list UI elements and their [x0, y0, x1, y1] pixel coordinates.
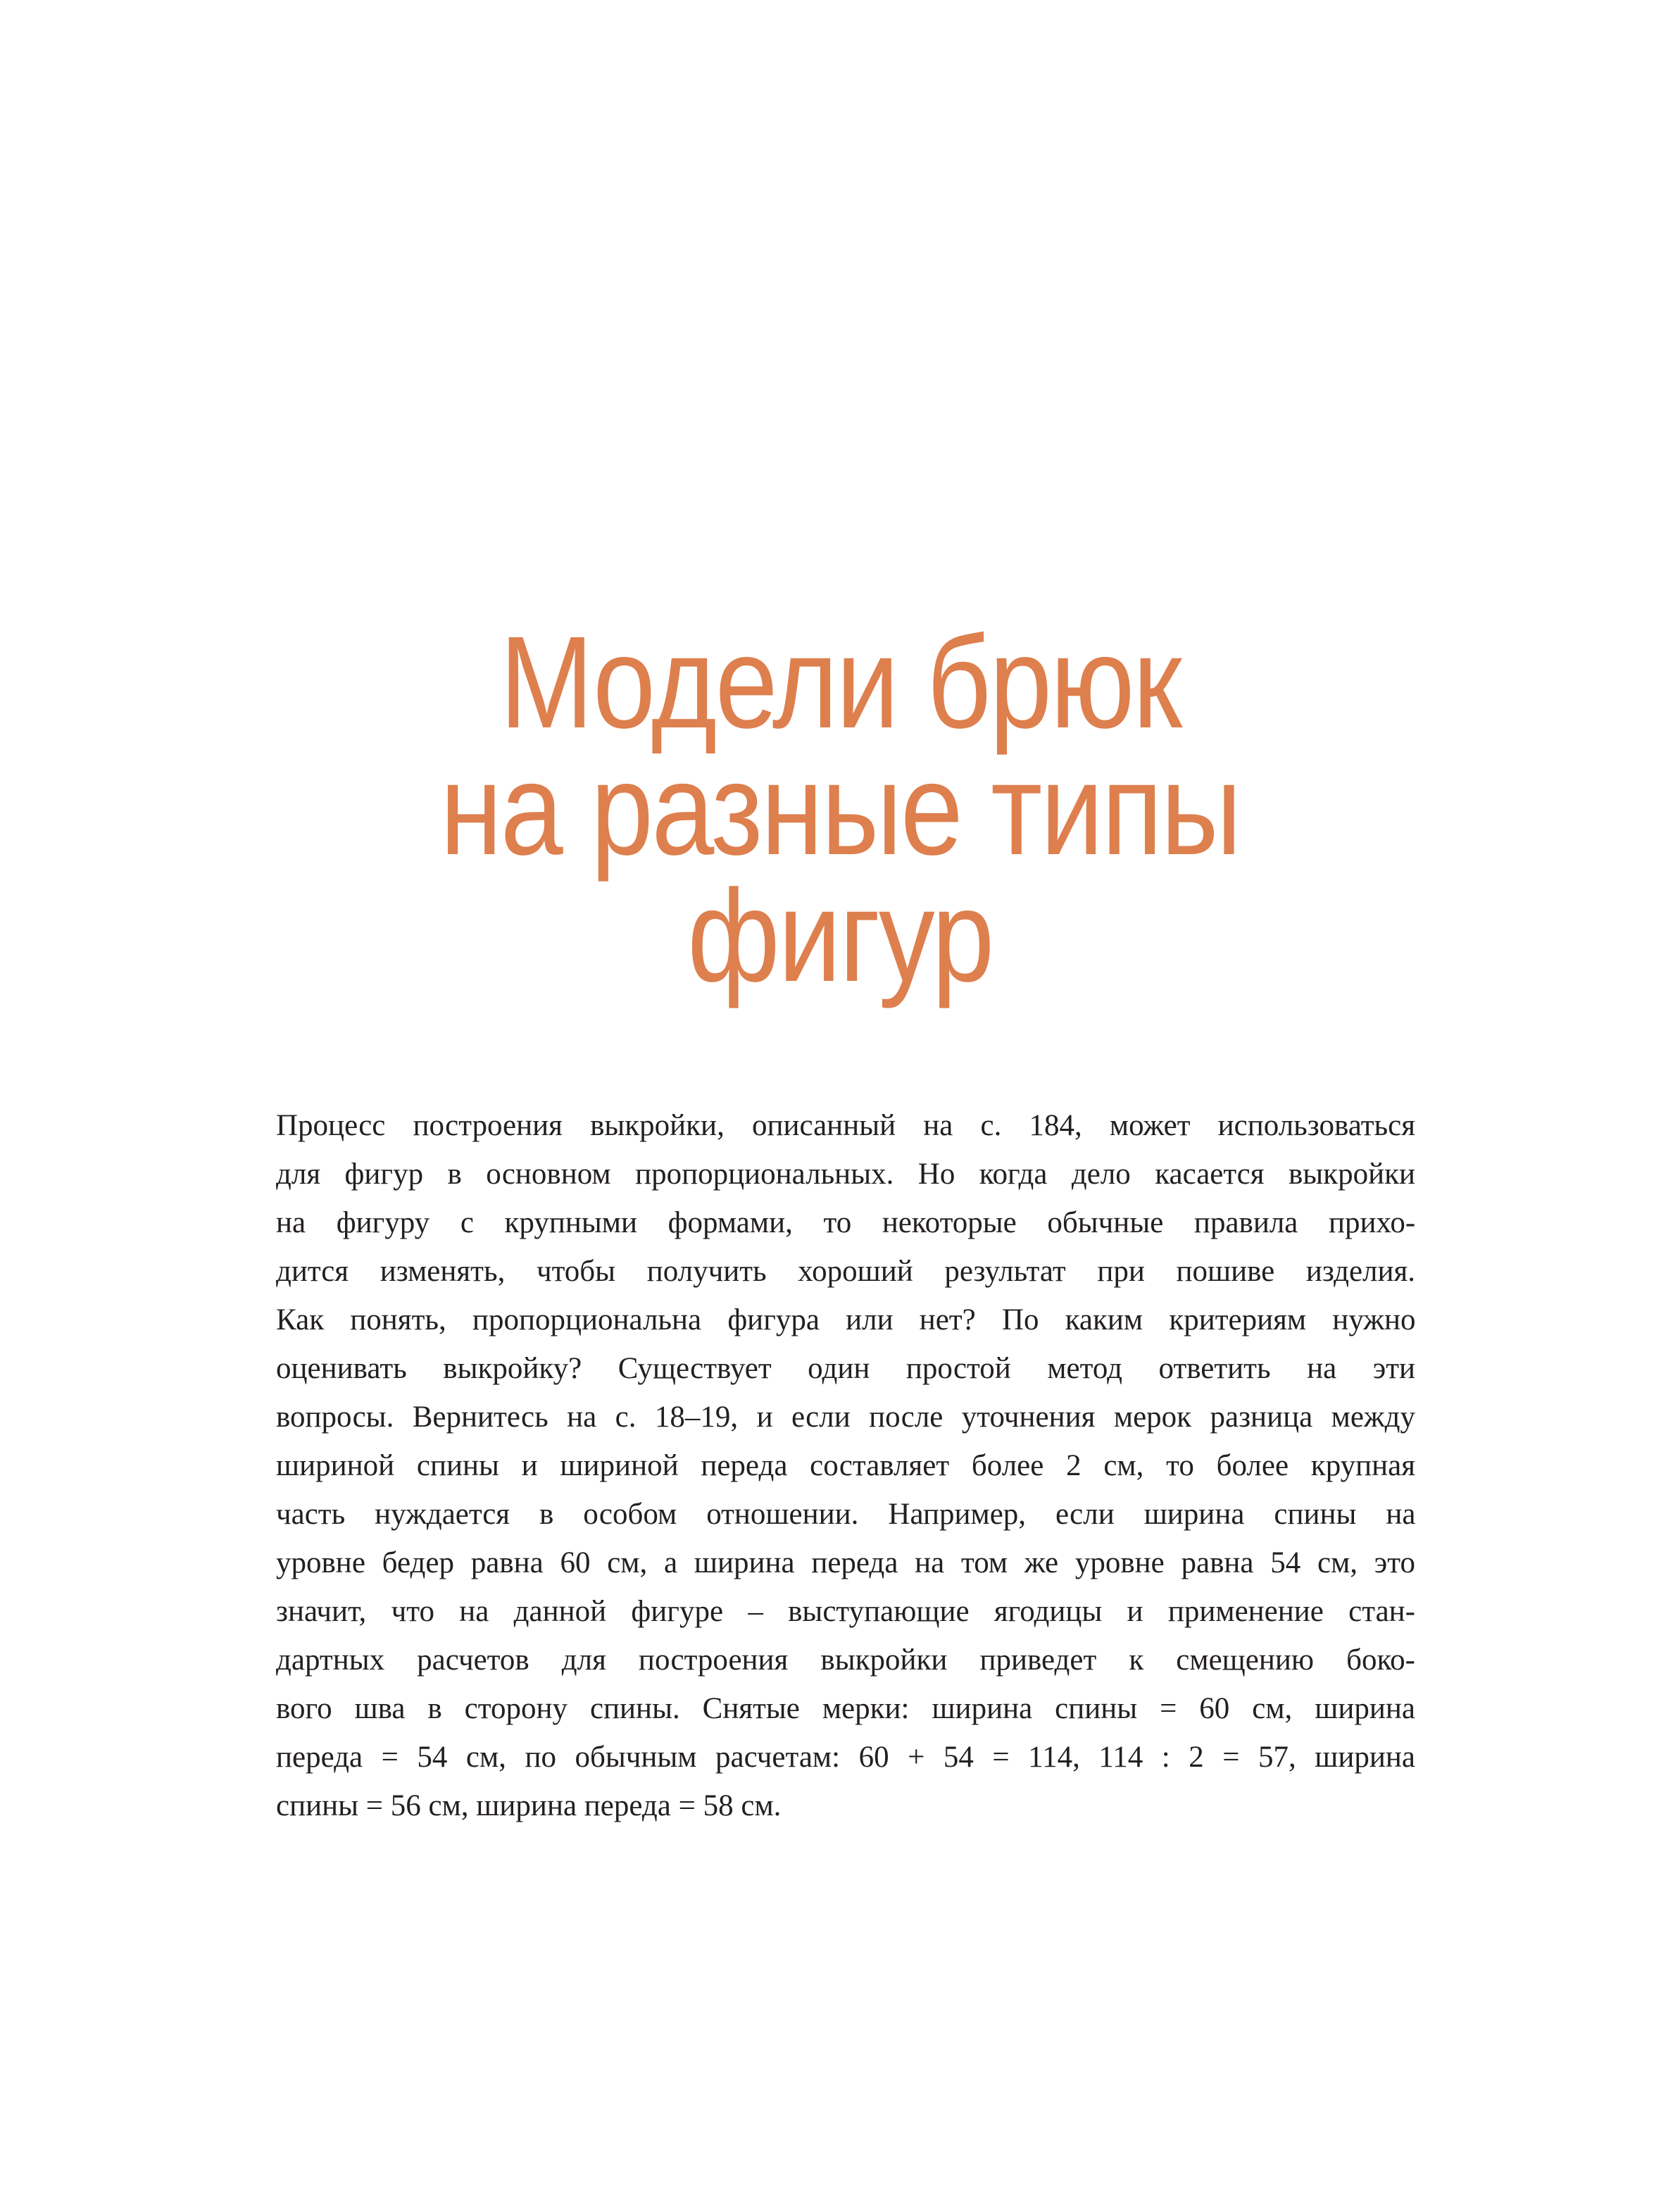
body-line: шириной спины и шириной переда составляет более 2 см, то более крупная [276, 1449, 1415, 1482]
body-line: спины = 56 см, ширина переда = 58 см. [276, 1789, 782, 1822]
chapter-title-line-1: Модели брюк [499, 610, 1181, 756]
body-line: уровне бедер равна 60 см, а ширина переда на том же уровне равна 54 см, это [276, 1546, 1415, 1579]
body-paragraph [276, 1101, 1415, 1830]
body-line: Как понять, пропорциональна фигура или нет? По каким критериям нужно [276, 1303, 1415, 1336]
body-line: часть нуждается в особом отношении. Например, если ширина спины на [276, 1498, 1415, 1531]
chapter-title [118, 610, 1562, 1009]
body-line: вого шва в сторону спины. Снятые мерки: ширина спины = 60 см, ширина [276, 1692, 1415, 1725]
chapter-title-line-2: на разные типы [439, 737, 1241, 882]
body-line: для фигур в основном пропорциональных. Но когда дело касается выкройки [276, 1158, 1415, 1191]
body-line: дартных расчетов для построения выкройки приведет к смещению боко- [276, 1643, 1415, 1677]
body-line: переда = 54 см, по обычным расчетам: 60 + 54 = 114, 114 : 2 = 57, ширина [276, 1741, 1415, 1774]
body-line: на фигуру с крупными формами, то некоторые обычные правила прихо- [276, 1206, 1415, 1239]
body-line: оценивать выкройку? Существует один простой метод ответить на эти [276, 1352, 1415, 1385]
body-line: вопросы. Вернитесь на с. 18–19, и если после уточнения мерок разница между [276, 1401, 1415, 1434]
body-line: Процесс построения выкройки, описанный на с. 184, может использоваться [276, 1109, 1415, 1142]
body-line: дится изменять, чтобы получить хороший результат при пошиве изделия. [276, 1255, 1415, 1288]
body-line: значит, что на данной фигуре – выступающие ягодицы и применение стан- [276, 1595, 1415, 1628]
chapter-title-line-3: фигур [687, 863, 993, 1009]
